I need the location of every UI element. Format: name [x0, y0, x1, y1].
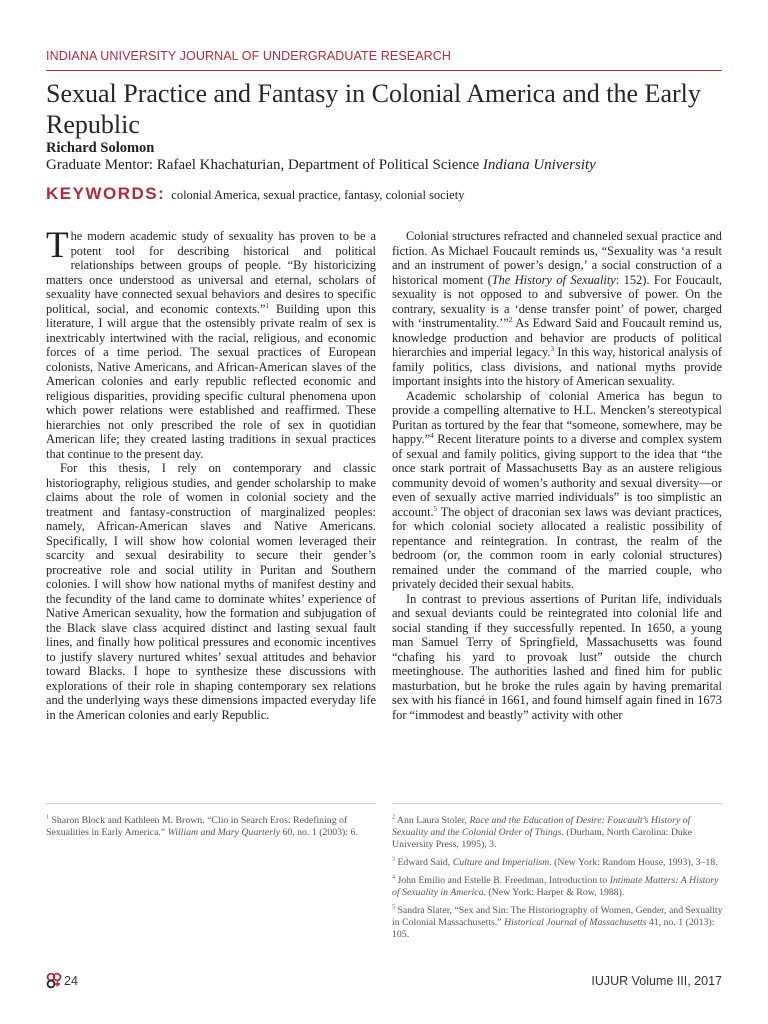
journal-name: INDIANA UNIVERSITY JOURNAL OF UNDERGRADUATE RESEARCH [46, 49, 452, 63]
footnote-rule-right [392, 803, 722, 804]
paragraph-4 [392, 389, 722, 592]
footnote-3-text-b: . (New York: Random House, 1993), 3–18. [549, 857, 718, 868]
p4-text-a: Academic scholarship of colonial America has begun to provide a compelling alternative to H.L. Mencken’s stereotypical Puritan as tortured by the fear that “someone, somewhere, may be happy.” [392, 388, 722, 446]
footnote-1 [46, 815, 378, 839]
footer-left [46, 972, 78, 989]
paragraph-3 [392, 229, 722, 389]
footnote-1-journal: William and Mary Quarterly [167, 827, 280, 838]
footnote-2-text-a: Ann Laura Stoler, [395, 815, 470, 826]
iujur-logo-icon [46, 972, 62, 989]
p3-text-a: Colonial structures refracted and channeled sexual practice and fiction. As Michael Foucault reminds us, “Sexuality was ‘a result and an instrument of power’s design,’ a social construction of a historical moment ( [392, 229, 722, 287]
mentor-line [46, 157, 596, 174]
volume-info: IUJUR Volume III, 2017 [591, 974, 722, 988]
footnote-4-text-b: . (New York: Harper & Row, 1988). [483, 887, 625, 898]
p1-text-b: Building upon this literature, I will argue that the ostensibly private realm of sex is inextricably intertwined with the racial, religious, and economic forces of a time period. The sexual practices of European colonists, Native Americans, and African-American slaves of the American colonies and early republic reflected economic and religious disparities, providing specific cultural phenomena upon which power relations were established and reaffirmed. These hierarchies not only prescribed the role of sex in quotidian American life; they created lasting traditions in sexual practices that continue to the present day. [46, 301, 376, 461]
footnote-4 [392, 875, 724, 899]
footnote-3-text-a: Edward Said, [395, 857, 453, 868]
footnote-5-text-b: 41, no. 1 (2013): 105. [392, 917, 715, 940]
article-title: Sexual Practice and Fantasy in Colonial America and the Early Republic [46, 79, 701, 139]
footnote-2-number: 2 [392, 814, 395, 821]
p3-book-title: The History of Sexuality [491, 272, 616, 287]
footnote-ref-3: 3 [550, 344, 554, 353]
keywords-line [46, 184, 464, 204]
drop-cap: T [46, 225, 69, 266]
footnote-ref-2: 2 [508, 315, 513, 324]
footnote-3-number: 3 [392, 856, 395, 863]
author-name: Richard Solomon [46, 140, 155, 156]
p4-text-c: The object of draconian sex laws was deviant practices, for which colonial society allocated a realistic possibility of repentance and reintegration. In contrast, the realm of the bedroom (or, the common room in early colonial structures) remained under the command of the married couple, who privately decided their sexual habits. [392, 504, 722, 591]
header-rule [46, 70, 722, 71]
footnote-ref-1: 1 [265, 301, 270, 310]
footnote-ref-5: 5 [433, 504, 438, 513]
footnote-3-title: Culture and Imperialism [452, 857, 550, 868]
footnote-5-text-a: Sandra Slater, “Sex and Sin: The Historiography of Women, Gender, and Sexuality in Colonial Massachusetts.” [392, 905, 723, 928]
keywords-label: KEYWORDS: [46, 184, 166, 203]
footnote-rule-left [46, 803, 376, 804]
footnote-1-text-a: Sharon Block and Kathleen M. Brown. “Clio in Search Eros: Redefining of Sexualities in Early America.” [46, 815, 348, 838]
p3-text-b: : 152). For Foucault, sexuality is not opposed to and subversive of power. On the contrary, sexuality is a ‘dense transfer point’ of power, charged with ‘instrumentality.’” [392, 272, 722, 330]
footnote-ref-4: 4 [430, 431, 434, 440]
keywords-text: colonial America, sexual practice, fantasy, colonial society [171, 188, 465, 202]
footnote-1-text-b: 60, no. 1 (2003): 6. [280, 827, 358, 838]
footnote-5-journal: Historical Journal of Massachusetts [504, 917, 647, 928]
footnote-4-text-a: John Emilio and Estelle B. Freedman, Introduction to [395, 875, 610, 886]
footnote-2 [392, 815, 724, 851]
footnote-2-title: Race and the Education of Desire: Foucault’s History of Sexuality and the Colonial Order of Things [392, 815, 691, 838]
footnote-5-number: 5 [392, 904, 395, 911]
p3-text-d: In this way, historical analysis of family politics, class divisions, and national myths provide important insights into the history of American sexuality. [392, 345, 722, 388]
page-number: 24 [64, 973, 78, 988]
footnote-5 [392, 905, 724, 941]
footnote-2-text-b: . (Durham, North Carolina: Duke University Press, 1995), 3. [392, 827, 693, 850]
footnote-1-number: 1 [46, 814, 49, 821]
p4-text-b: Recent literature points to a diverse and complex system of sexual and family politics, giving support to the idea that “the once stark portrait of Massachusetts Bay as an austere religious community devoid of women’s authority and sexual diversity—or even of sexually active married individuals” is too simplistic an account. [392, 432, 722, 519]
body-column-left [46, 225, 376, 722]
paragraph-2: For this thesis, I rely on contemporary and classic historiography, religious studies, and gender scholarship to make claims about the role of women in colonial society and the treatment and fantasy-construction of marginalized peoples: namely, African-American slaves and Native Americans. Specifically, I will show how colonial women leveraged their scarcity and sexual desirability to secure their gender’s procreative role and social utility in Puritan and Southern colonies. I will show how national myths of manifest destiny and the fecundity of the land came to dominate whites’ experience of Native American sexuality, how the formation and subjugation of the Black slave class acquired distinct and lasting sexual fault lines, and finally how political pressures and economic incentives to justify slavery nurtured whites’ sexual attitudes and behavior toward Blacks. I hope to synthesize these discussions with explorations of their role in shaping contemporary sex relations and the underlying ways these dimensions impacted everyday life in the American colonies and early Republic. [46, 461, 376, 722]
footnote-3 [392, 857, 724, 869]
footnotes-left [46, 815, 378, 845]
paragraph-5: In contrast to previous assertions of Puritan life, individuals and sexual deviants could be reintegrated into colonial life and social standing if they successfully repented. In 1650, a young man Samuel Terry of Springfield, Massachusetts was found “chafing his yard to provoak lust” outside the church meetinghouse. The authorities lashed and fined him for public masturbation, but he broke the rules again by having premarital sex with his fiancé in 1661, and found himself again fined in 1673 for “immodest and beastly” activity with other [392, 591, 722, 722]
mentor-institution: Indiana University [482, 157, 596, 173]
mentor-text: Graduate Mentor: Rafael Khachaturian, Department of Political Science [46, 157, 483, 173]
p1-text-a: he modern academic study of sexuality has proven to be a potent tool for describing historical and political relationships between groups of people. “By historicizing matters once understood as universal and eternal, scholars of sexuality have connected sexual behaviors and desires to specific political, social, and economic contexts.” [46, 229, 376, 316]
footnote-4-title: Intimate Matters: A History of Sexuality in America [392, 875, 719, 898]
footnotes-right [392, 815, 724, 947]
body-column-right [392, 229, 722, 722]
paragraph-1 [46, 225, 376, 461]
p3-text-c: As Edward Said and Foucault remind us, knowledge production and behavior are products of political hierarchies and imperial legacy. [392, 316, 722, 359]
footnote-4-number: 4 [392, 874, 395, 881]
